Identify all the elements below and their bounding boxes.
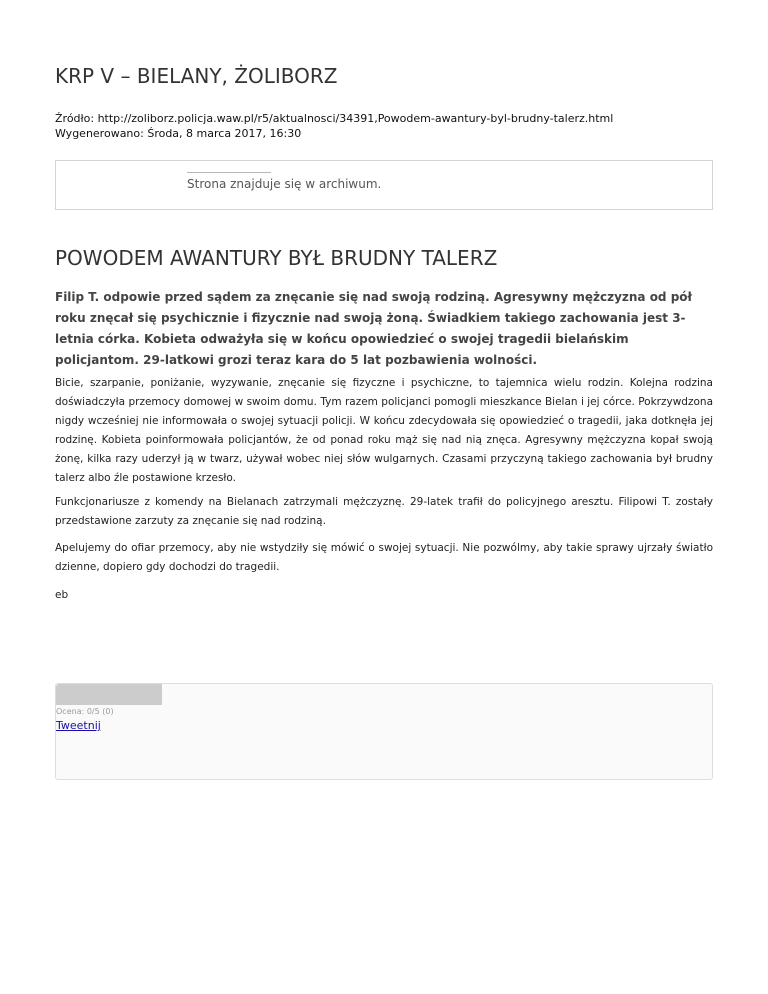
article-paragraph: Apelujemy do ofiar przemocy, aby nie wstydziły się mówić o swojej sytuacji. Nie pozwólmy, aby takie sprawy ujrzały światło dzienne, dopiero gdy dochodzi do tragedii. bbox=[55, 542, 713, 573]
document-meta bbox=[55, 111, 613, 141]
rating-box bbox=[55, 683, 713, 780]
article-title: POWODEM AWANTURY BYŁ BRUDNY TALERZ bbox=[55, 246, 498, 270]
rating-stars-bar[interactable] bbox=[56, 684, 162, 705]
archive-notice-box bbox=[55, 160, 713, 210]
site-title: KRP V – BIELANY, ŻOLIBORZ bbox=[55, 64, 338, 88]
article-paragraph: Bicie, szarpanie, poniżanie, wyzywanie, znęcanie się fizyczne i psychiczne, to tajemnica wielu rodzin. Kolejna rodzina doświadczyła przemocy domowej w swoim domu. Tym razem policjanci pomogli mieszkance Bielan i jej córce. Pokrzywdzona nigdy wcześniej nie informowała o swojej sytuacji policji. W końcu zdecydowała się opowiedzieć o tragedii, jaka dotknęła jej rodzinę. Kobieta poinformowała policjantów, że od ponad roku mąż się nad nią znęca. Agresywny mężczyzna kopał swoją żonę, kilka razy uderzył ją w twarz, używał wobec niej słów wulgarnych. Czasami przyczyną takiego zachowania był brudny talerz albo źle postawione krzesło. bbox=[55, 377, 713, 484]
rating-text: Ocena: 0/5 (0) bbox=[56, 707, 114, 716]
generated-line: Wygenerowano: Środa, 8 marca 2017, 16:30 bbox=[55, 127, 302, 140]
tweet-link[interactable]: Tweetnij bbox=[56, 719, 101, 732]
archive-notice-text: Strona znajduje się w archiwum. bbox=[187, 177, 382, 191]
article-lead: Filip T. odpowie przed sądem za znęcanie się nad swoją rodziną. Agresywny mężczyzna od pół roku znęcał się psychicznie i fizycznie nad swoją żoną. Świadkiem takiego zachowania jest 3-letnia córka. Kobieta odważyła się w końcu opowiedzieć o swojej tragedii bielańskim policjantom. 29-latkowi grozi teraz kara do 5 lat pozbawienia wolności. bbox=[55, 290, 692, 367]
source-line: Źródło: http://zoliborz.policja.waw.pl/r5/aktualnosci/34391,Powodem-awantury-byl-brudny-talerz.html bbox=[55, 112, 614, 125]
article-paragraph: Funkcjonariusze z komendy na Bielanach zatrzymali mężczyznę. 29-latek trafił do policyjnego aresztu. Filipowi T. zostały przedstawione zarzuty za znęcanie się nad rodziną. bbox=[55, 496, 713, 527]
archive-divider bbox=[187, 172, 271, 173]
article-author: eb bbox=[55, 589, 69, 601]
